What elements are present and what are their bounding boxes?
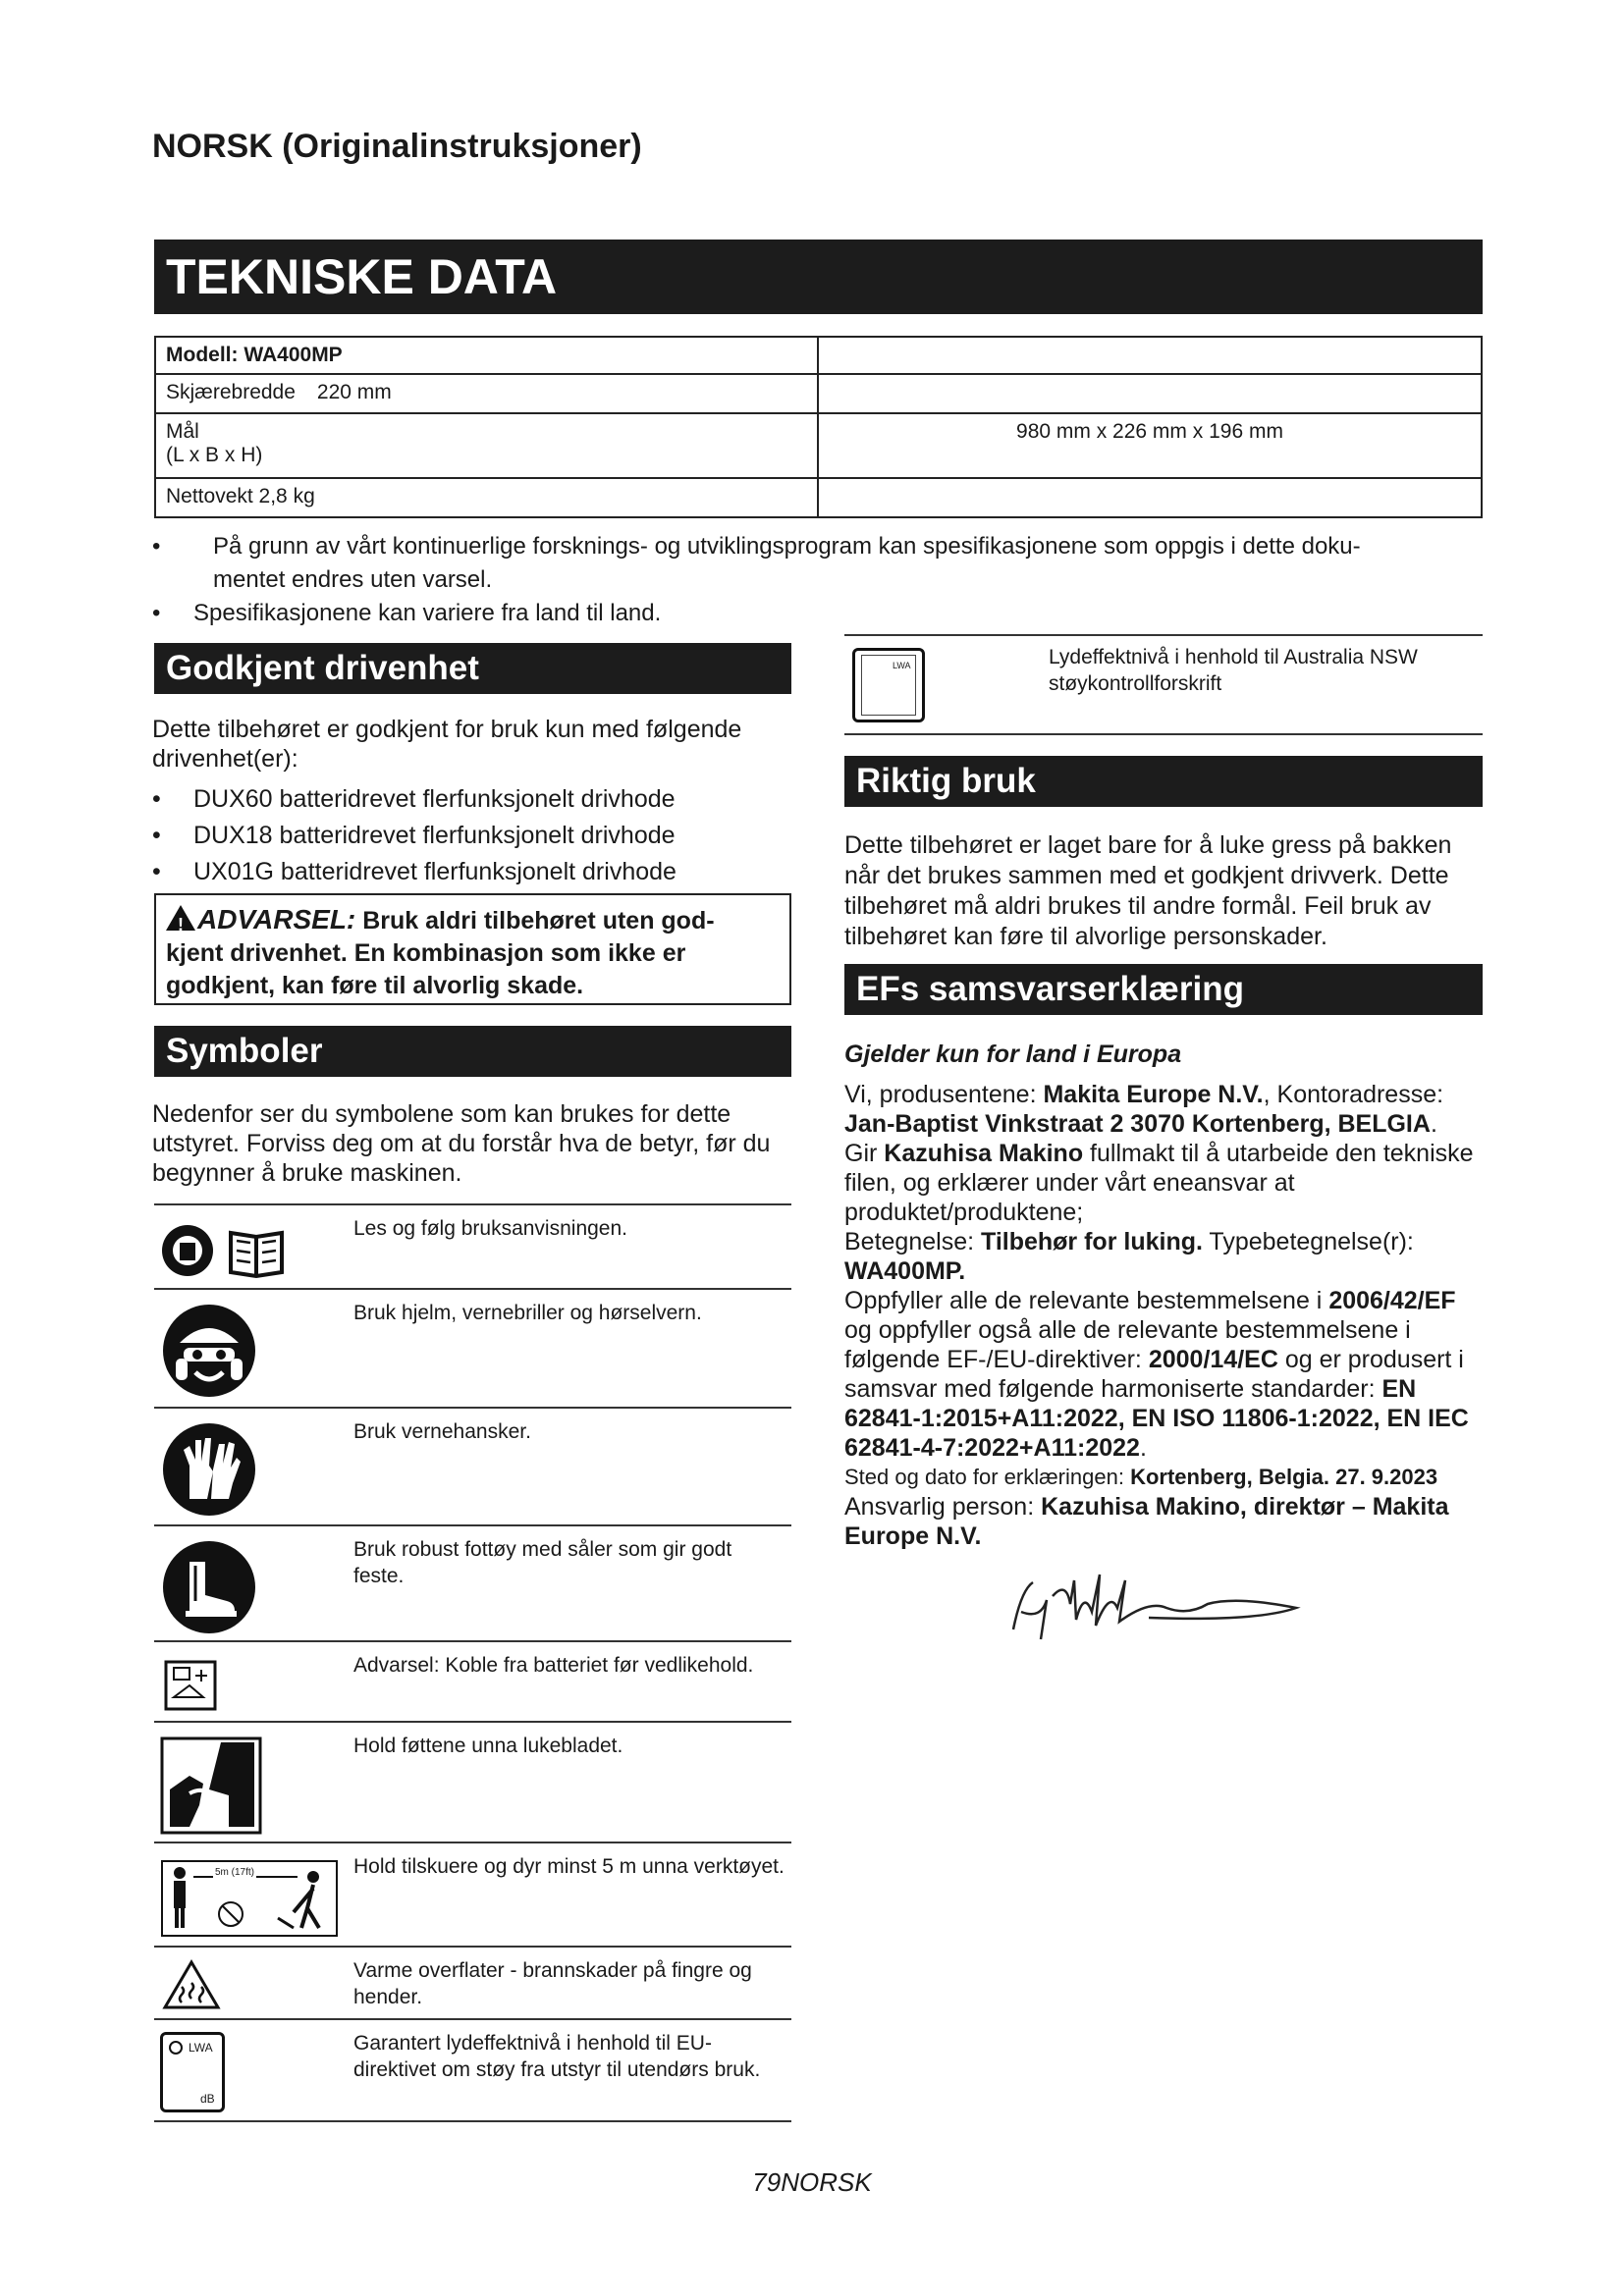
noise-icon-unit: dB	[200, 2092, 215, 2106]
warning-icon	[166, 905, 195, 931]
page-number: 79NORSK	[752, 2167, 872, 2197]
list-item: • DUX18 batteridrevet flerfunksjonelt drivhode	[152, 822, 676, 849]
ec-responsible: Ansvarlig person: Kazuhisa Makino, direktør – Makita Europe N.V.	[844, 1493, 1449, 1550]
hot-surface-warning-icon	[162, 1959, 221, 2010]
ec-heading: EFs samsvarserklæring	[844, 964, 1483, 1015]
symbol-row-helmet	[154, 1288, 791, 1407]
gloves-icon	[162, 1422, 256, 1517]
noise-icon-label: LWA	[189, 2041, 213, 2055]
spec-model: Modell: WA400MP	[155, 337, 818, 374]
spec-note-cont: mentet endres uten varsel.	[213, 566, 493, 593]
helmet-goggles-earmuff-icon	[162, 1304, 256, 1398]
symbol-text: Garantert lydeffektnivå i henhold til EU-direktivet om støy fra utstyr til utendørs bruk.	[353, 2032, 761, 2081]
symbol-row-manual	[154, 1203, 791, 1288]
noise-level-icon	[160, 2032, 225, 2112]
speaker-icon	[169, 2041, 183, 2055]
noise-text: Lydeffektnivå i henhold til Australia NSW støykontrollforskrift	[1049, 646, 1418, 695]
ec-authorization: Gir Kazuhisa Makino fullmakt til å utarbeide den tekniske filen, og erklærer under vårt eneansvar at produktet/produktene;	[844, 1140, 1474, 1226]
spec-notes	[152, 530, 1488, 630]
distance-label: 5m (17ft)	[215, 1867, 255, 1878]
divider	[844, 733, 1483, 735]
ec-subtitle: Gjelder kun for land i Europa	[844, 1041, 1182, 1068]
symbol-row-gloves	[154, 1407, 791, 1524]
symbol-text: Hold føttene unna lukebladet.	[353, 1735, 623, 1757]
spec-dim-sub: (L x B x H)	[166, 444, 263, 466]
spec-empty-cell	[818, 337, 1482, 374]
symbol-text: Les og følg bruksanvisningen.	[353, 1217, 627, 1240]
spec-note: • På grunn av vårt kontinuerlige forsknings- og utviklingsprogram kan spesifikasjonene som oppgis i dette doku-	[152, 533, 1361, 560]
spec-dim-label: Mål	[166, 420, 199, 443]
spec-width	[155, 374, 818, 413]
noise-level-icon	[852, 648, 925, 722]
symbols-heading: Symboler	[154, 1026, 791, 1077]
spec-dim	[155, 413, 818, 478]
ec-place-date: Sted og dato for erklæringen: Kortenberg, Belgia. 27. 9.2023	[844, 1465, 1438, 1489]
proper-use-text: Dette tilbehøret er laget bare for å luke gress på bakken når det brukes sammen med et godkjent drivverk. Dette tilbehøret må aldri brukes til andre formål. Feil bruk av tilbehøret kan føre til alvorlige personskader.	[844, 831, 1452, 950]
spec-note: • Spesifikasjonene kan variere fra land til land.	[152, 600, 662, 626]
ec-designation: Betegnelse: Tilbehør for luking. Typebetegnelse(r): WA400MP.	[844, 1228, 1414, 1285]
divider	[844, 634, 1483, 636]
symbol-row-hot	[154, 1946, 791, 2018]
symbol-row-distance	[154, 1842, 791, 1946]
symbol-row-boots	[154, 1524, 791, 1640]
symbol-text: Advarsel: Koble fra batteriet før vedlikehold.	[353, 1654, 754, 1677]
warning-box: !ADVARSEL: Bruk aldri tilbehøret uten god- kjent drivenhet. En kombinasjon som ikke er godkjent, kan føre til alvorlig skade.	[154, 893, 791, 1005]
proper-use-heading: Riktig bruk	[844, 756, 1483, 807]
keep-feet-away-icon	[160, 1736, 262, 1835]
remove-battery-icon	[160, 1658, 225, 1715]
ec-declaration	[844, 1080, 1483, 1551]
read-manual-icon	[160, 1221, 288, 1280]
symbol-row-feet	[154, 1721, 791, 1842]
approved-intro: Dette tilbehøret er godkjent for bruk kun med følgende drivenhet(er):	[152, 716, 742, 773]
spec-dim-value: 980 mm x 226 mm x 196 mm	[818, 413, 1482, 478]
symbol-text: Bruk robust fottøy med såler som gir godt feste.	[353, 1538, 732, 1587]
spec-empty-cell	[818, 478, 1482, 517]
spec-width-value: 220 mm	[316, 381, 392, 403]
approved-heading: Godkjent drivenhet	[154, 643, 791, 694]
warning-word: ADVARSEL:	[197, 904, 356, 934]
list-item: • UX01G batteridrevet flerfunksjonelt drivhode	[152, 858, 677, 885]
approved-list	[152, 781, 800, 890]
ec-directives: Oppfyller alle de relevante bestemmelsene i 2006/42/EF og oppfyller også alle de relevante bestemmelsene i følgende EF-/EU-direktiver: 2000/14/EC og er produsert i samsvar med følgende harmoniserte standarder: EN 62841-1:2015+A11:2022, EN ISO 11806-1:2022, EN IEC 62841-4-7:2022+A11:2022.	[844, 1287, 1469, 1462]
spec-empty-cell	[818, 374, 1482, 413]
ec-manufacturer: Vi, produsentene: Makita Europe N.V., Kontoradresse: Jan-Baptist Vinkstraat 2 3070 Kortenberg, BELGIA.	[844, 1081, 1444, 1138]
spec-weight: Nettovekt 2,8 kg	[155, 478, 818, 517]
signature-image	[1001, 1561, 1316, 1649]
spec-table	[154, 336, 1483, 518]
symbol-text: Varme overflater - brannskader på fingre og hender.	[353, 1959, 752, 2008]
safety-boots-icon	[162, 1540, 256, 1634]
spec-width-label: Skjærebredde	[166, 381, 296, 403]
symbol-row-battery	[154, 1640, 791, 1721]
symbol-text: Bruk vernehansker.	[353, 1420, 531, 1443]
tech-data-heading: TEKNISKE DATA	[154, 240, 1483, 314]
noise-icon-label: LWA	[893, 661, 911, 670]
symbol-row-noise	[154, 2018, 791, 2122]
list-item: • DUX60 batteridrevet flerfunksjonelt drivhode	[152, 785, 676, 813]
symbols-intro: Nedenfor ser du symbolene som kan brukes for dette utstyret. Forviss deg om at du forstår hva de betyr, før du begynner å bruke maskinen.	[152, 1100, 771, 1187]
page-header: NORSK (Originalinstruksjoner)	[152, 128, 642, 165]
symbol-text: Bruk hjelm, vernebriller og hørselvern.	[353, 1302, 702, 1324]
symbol-text: Hold tilskuere og dyr minst 5 m unna verktøyet.	[353, 1855, 785, 1878]
